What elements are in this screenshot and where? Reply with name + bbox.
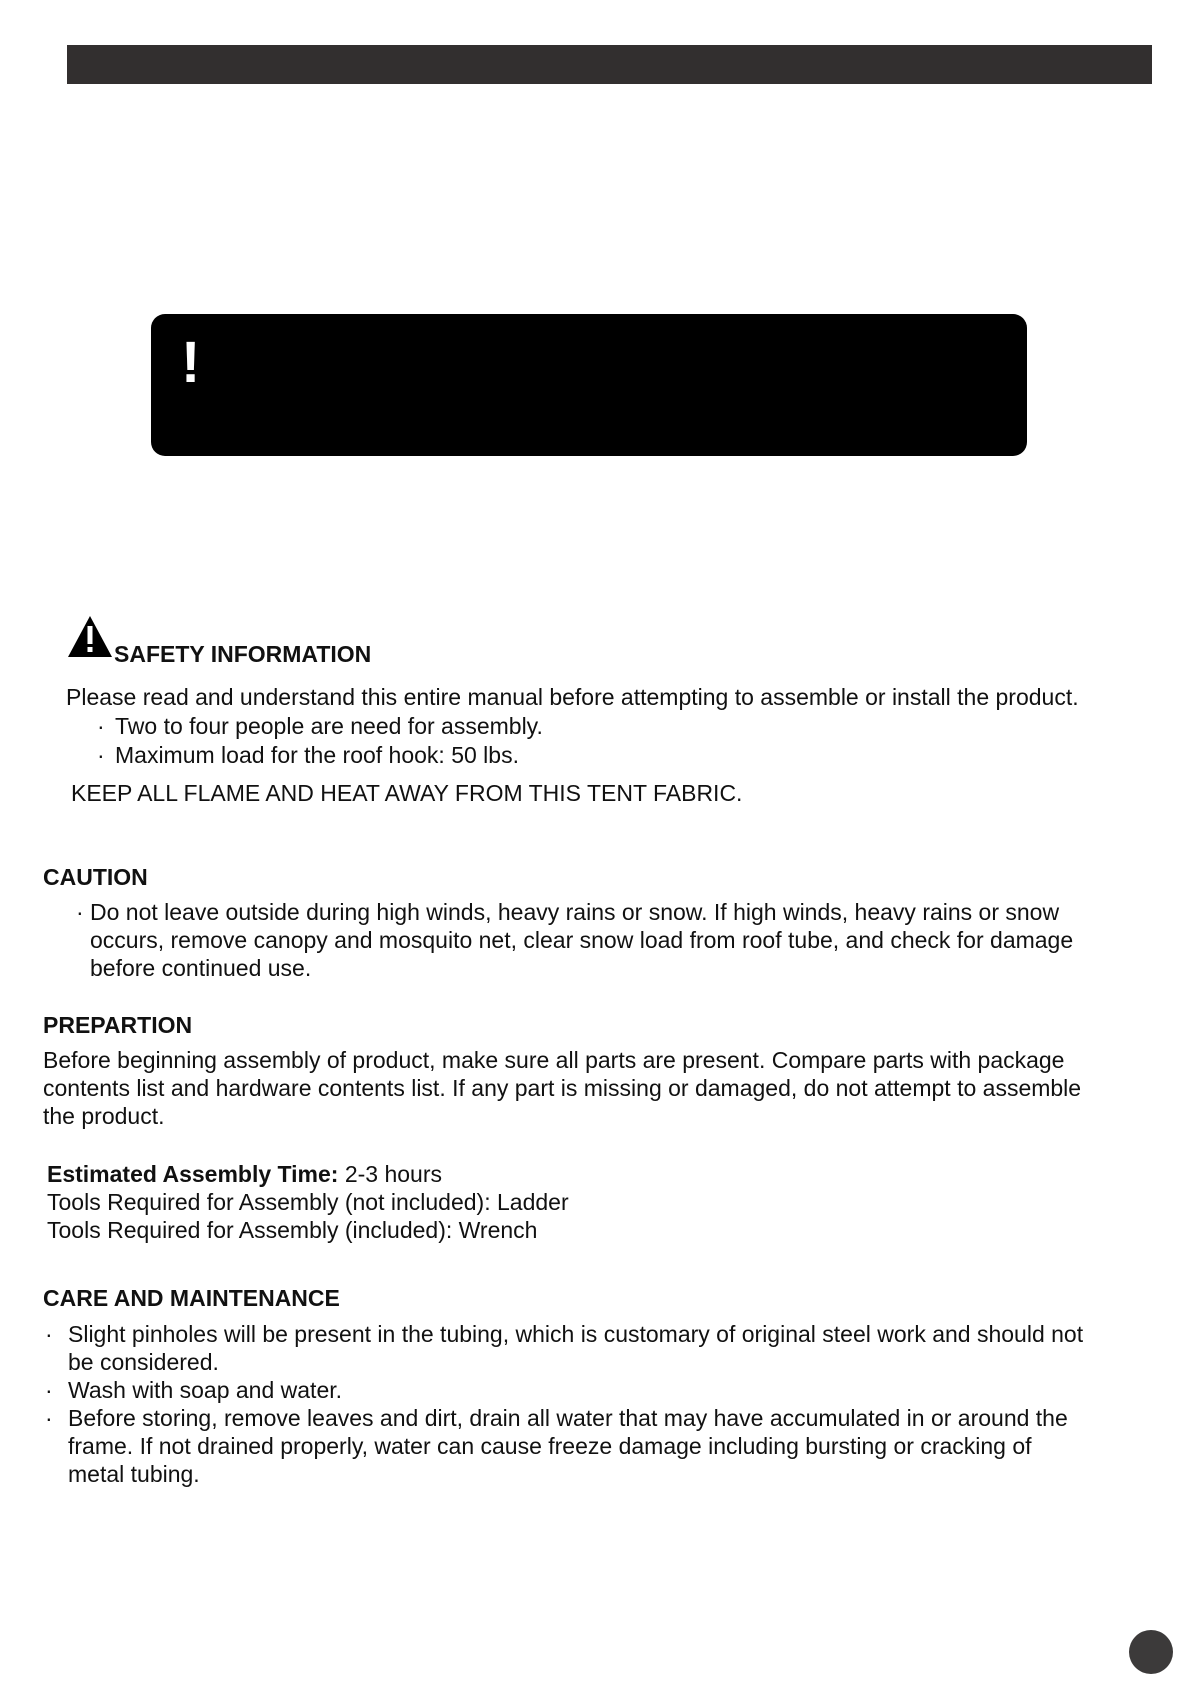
tools-not-included: Tools Required for Assembly (not included): Ladder xyxy=(47,1189,569,1215)
safety-bullet: Two to four people are need for assembly. xyxy=(115,713,543,739)
care-line: Before storing, remove leaves and dirt, drain all water that may have accumulated in or around the xyxy=(68,1405,1068,1431)
care-line: be considered. xyxy=(68,1349,219,1375)
bullet-marker: · xyxy=(76,899,84,925)
assembly-time-label: Estimated Assembly Time: xyxy=(47,1161,339,1187)
assembly-time-value: 2-3 hours xyxy=(338,1161,443,1187)
safety-bullet: Maximum load for the roof hook: 50 lbs. xyxy=(115,742,519,768)
caution-heading: CAUTION xyxy=(43,864,148,890)
safety-intro: Please read and understand this entire manual before attempting to assemble or install the product. xyxy=(66,684,1079,710)
tools-included: Tools Required for Assembly (included): Wrench xyxy=(47,1217,538,1243)
assembly-time xyxy=(47,1160,442,1188)
page-number-dot xyxy=(1129,1630,1173,1674)
care-line: metal tubing. xyxy=(68,1461,200,1487)
caution-line: before continued use. xyxy=(90,955,312,981)
bullet-marker: · xyxy=(45,1321,53,1347)
warning-box xyxy=(151,314,1027,456)
flame-warning: KEEP ALL FLAME AND HEAT AWAY FROM THIS TENT FABRIC. xyxy=(71,780,743,806)
header-bar xyxy=(67,45,1152,84)
bullet-marker: · xyxy=(97,713,105,739)
care-line: Slight pinholes will be present in the tubing, which is customary of original steel work and should not xyxy=(68,1321,1084,1347)
preparation-line: Before beginning assembly of product, make sure all parts are present. Compare parts with package xyxy=(43,1047,1065,1073)
caution-line: Do not leave outside during high winds, heavy rains or snow. If high winds, heavy rains or snow xyxy=(90,899,1060,925)
bullet-marker: · xyxy=(97,742,105,768)
preparation-heading: PREPARTION xyxy=(43,1012,193,1038)
bullet-marker: · xyxy=(45,1377,53,1403)
bullet-marker: · xyxy=(45,1405,53,1431)
care-line: Wash with soap and water. xyxy=(68,1377,343,1403)
care-heading: CARE AND MAINTENANCE xyxy=(43,1285,340,1311)
caution-line: occurs, remove canopy and mosquito net, clear snow load from roof tube, and check for damage xyxy=(90,927,1074,953)
preparation-line: contents list and hardware contents list. If any part is missing or damaged, do not attempt to assemble xyxy=(43,1075,1082,1101)
warning-triangle-icon xyxy=(67,615,113,658)
care-line: frame. If not drained properly, water can cause freeze damage including bursting or cracking of xyxy=(68,1433,1032,1459)
exclamation-icon: ! xyxy=(181,330,201,395)
safety-heading: SAFETY INFORMATION xyxy=(114,641,372,667)
preparation-line: the product. xyxy=(43,1103,165,1129)
